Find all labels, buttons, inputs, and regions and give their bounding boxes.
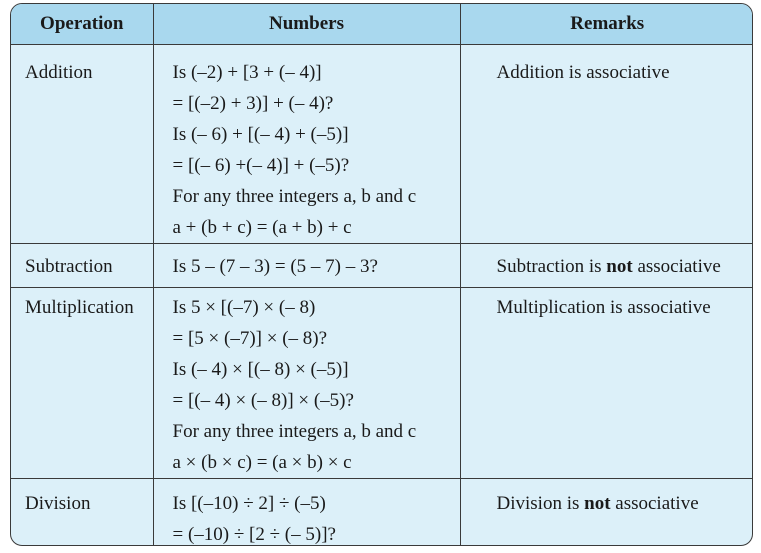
number-line: = [(–2) + 3)] + (– 4)? xyxy=(172,93,334,114)
operation-cell: Multiplication xyxy=(11,288,153,479)
remark-text: Division is xyxy=(496,493,585,514)
number-line: For any three integers a, b and c xyxy=(172,421,417,442)
operation-cell: Subtraction xyxy=(11,244,153,288)
remark-text: associative xyxy=(610,493,699,514)
operation-cell: Division xyxy=(11,479,153,547)
remarks-cell: Multiplication is associative xyxy=(460,288,753,479)
remark-emphasis: not xyxy=(584,493,611,514)
number-line: For any three integers a, b and c xyxy=(172,186,417,207)
associativity-table-frame xyxy=(10,3,753,546)
number-line: Is (– 4) × [(– 8) × (–5)] xyxy=(172,359,349,380)
number-line: a + (b + c) = (a + b) + c xyxy=(172,217,352,238)
remark-text: Subtraction is xyxy=(496,256,607,277)
table-row-multiplication xyxy=(11,288,753,479)
number-line: Is [(–10) ÷ 2] ÷ (–5) xyxy=(172,493,326,514)
number-line: = [(– 6) +(– 4)] + (–5)? xyxy=(172,155,350,176)
numbers-cell xyxy=(153,244,460,288)
number-line: Is 5 – (7 – 3) = (5 – 7) – 3? xyxy=(172,256,378,277)
number-line: a × (b × c) = (a × b) × c xyxy=(172,452,352,473)
remark-emphasis: not xyxy=(606,256,633,277)
numbers-cell xyxy=(153,45,460,244)
associativity-table xyxy=(11,4,753,546)
number-line: Is (– 6) + [(– 4) + (–5)] xyxy=(172,124,349,145)
operation-cell: Addition xyxy=(25,62,93,83)
numbers-cell xyxy=(153,288,460,479)
remarks-cell: Addition is associative xyxy=(460,45,753,244)
header-row xyxy=(11,4,753,45)
table-row-division xyxy=(11,479,753,547)
header-numbers: Numbers xyxy=(153,4,460,45)
number-line: Is 5 × [(–7) × (– 8) xyxy=(172,297,316,318)
header-remarks: Remarks xyxy=(460,4,753,45)
remarks-cell xyxy=(460,244,753,288)
numbers-cell xyxy=(153,479,460,547)
remark-text: associative xyxy=(632,256,721,277)
number-line: = [5 × (–7)] × (– 8)? xyxy=(172,328,328,349)
remarks-cell xyxy=(460,479,753,547)
number-line: = (–10) ÷ [2 ÷ (– 5)]? xyxy=(172,524,336,545)
table-row-subtraction xyxy=(11,244,753,288)
number-line: Is (–2) + [3 + (– 4)] xyxy=(172,62,322,83)
header-operation: Operation xyxy=(11,4,153,45)
table-row-addition xyxy=(11,45,753,244)
number-line: = [(– 4) × (– 8)] × (–5)? xyxy=(172,390,354,411)
